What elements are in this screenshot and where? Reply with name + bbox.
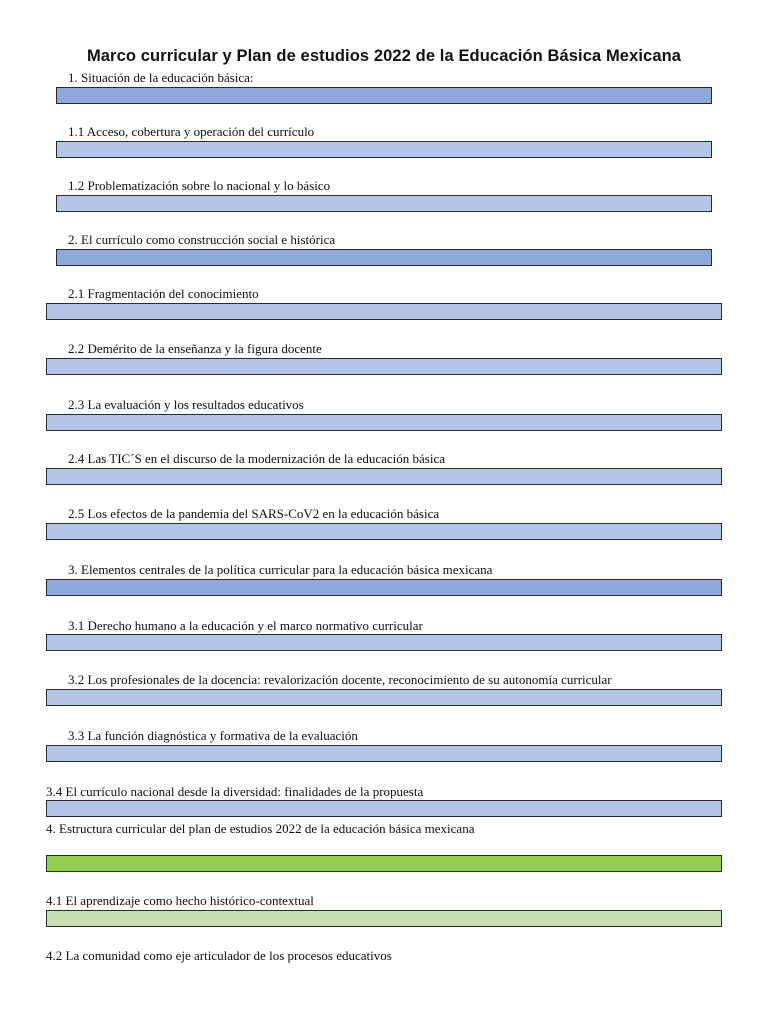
section-label: 4. Estructura curricular del plan de estudios 2022 de la educación básica mexicana <box>46 821 475 836</box>
input-bar[interactable] <box>46 414 722 431</box>
section-label: 3.1 Derecho humano a la educación y el marco normativo curricular <box>68 618 423 633</box>
input-bar[interactable] <box>46 523 722 540</box>
section-label: 2.5 Los efectos de la pandemia del SARS-CoV2 en la educación básica <box>68 506 440 521</box>
input-bar[interactable] <box>46 468 722 485</box>
input-bar[interactable] <box>46 634 722 651</box>
input-bar[interactable] <box>46 303 722 320</box>
section-label: 3. Elementos centrales de la política curricular para la educación básica mexicana <box>68 562 493 577</box>
section-label: 3.4 El currículo nacional desde la diversidad: finalidades de la propuesta <box>46 784 424 799</box>
input-bar[interactable] <box>46 855 722 872</box>
section-label: 3.3 La función diagnóstica y formativa de la evaluación <box>68 728 358 743</box>
section-label: 2.3 La evaluación y los resultados educativos <box>68 397 304 412</box>
section-label: 3.2 Los profesionales de la docencia: revalorización docente, reconocimiento de su autonomía curricular <box>68 672 612 687</box>
input-bar[interactable] <box>56 87 712 104</box>
section-label: 2.4 Las TIC´S en el discurso de la modernización de la educación básica <box>68 451 445 466</box>
section-label: 2. El currículo como construcción social e histórica <box>68 232 336 247</box>
input-bar[interactable] <box>56 141 712 158</box>
input-bar[interactable] <box>46 579 722 596</box>
input-bar[interactable] <box>46 358 722 375</box>
input-bar[interactable] <box>46 800 722 817</box>
input-bar[interactable] <box>46 910 722 927</box>
section-label: 1.1 Acceso, cobertura y operación del currículo <box>68 124 315 139</box>
input-bar[interactable] <box>46 689 722 706</box>
input-bar[interactable] <box>56 195 712 212</box>
section-label: 2.2 Demérito de la enseñanza y la figura docente <box>68 341 322 356</box>
section-label: 4.2 La comunidad como eje articulador de los procesos educativos <box>46 948 392 963</box>
section-label: 1. Situación de la educación básica: <box>68 70 254 85</box>
document-title: Marco curricular y Plan de estudios 2022 de la Educación Básica Mexicana <box>86 47 682 65</box>
section-label: 1.2 Problematización sobre lo nacional y lo básico <box>68 178 331 193</box>
input-bar[interactable] <box>56 249 712 266</box>
section-label: 2.1 Fragmentación del conocimiento <box>68 286 259 301</box>
input-bar[interactable] <box>46 745 722 762</box>
section-label: 4.1 El aprendizaje como hecho histórico-contextual <box>46 893 314 908</box>
